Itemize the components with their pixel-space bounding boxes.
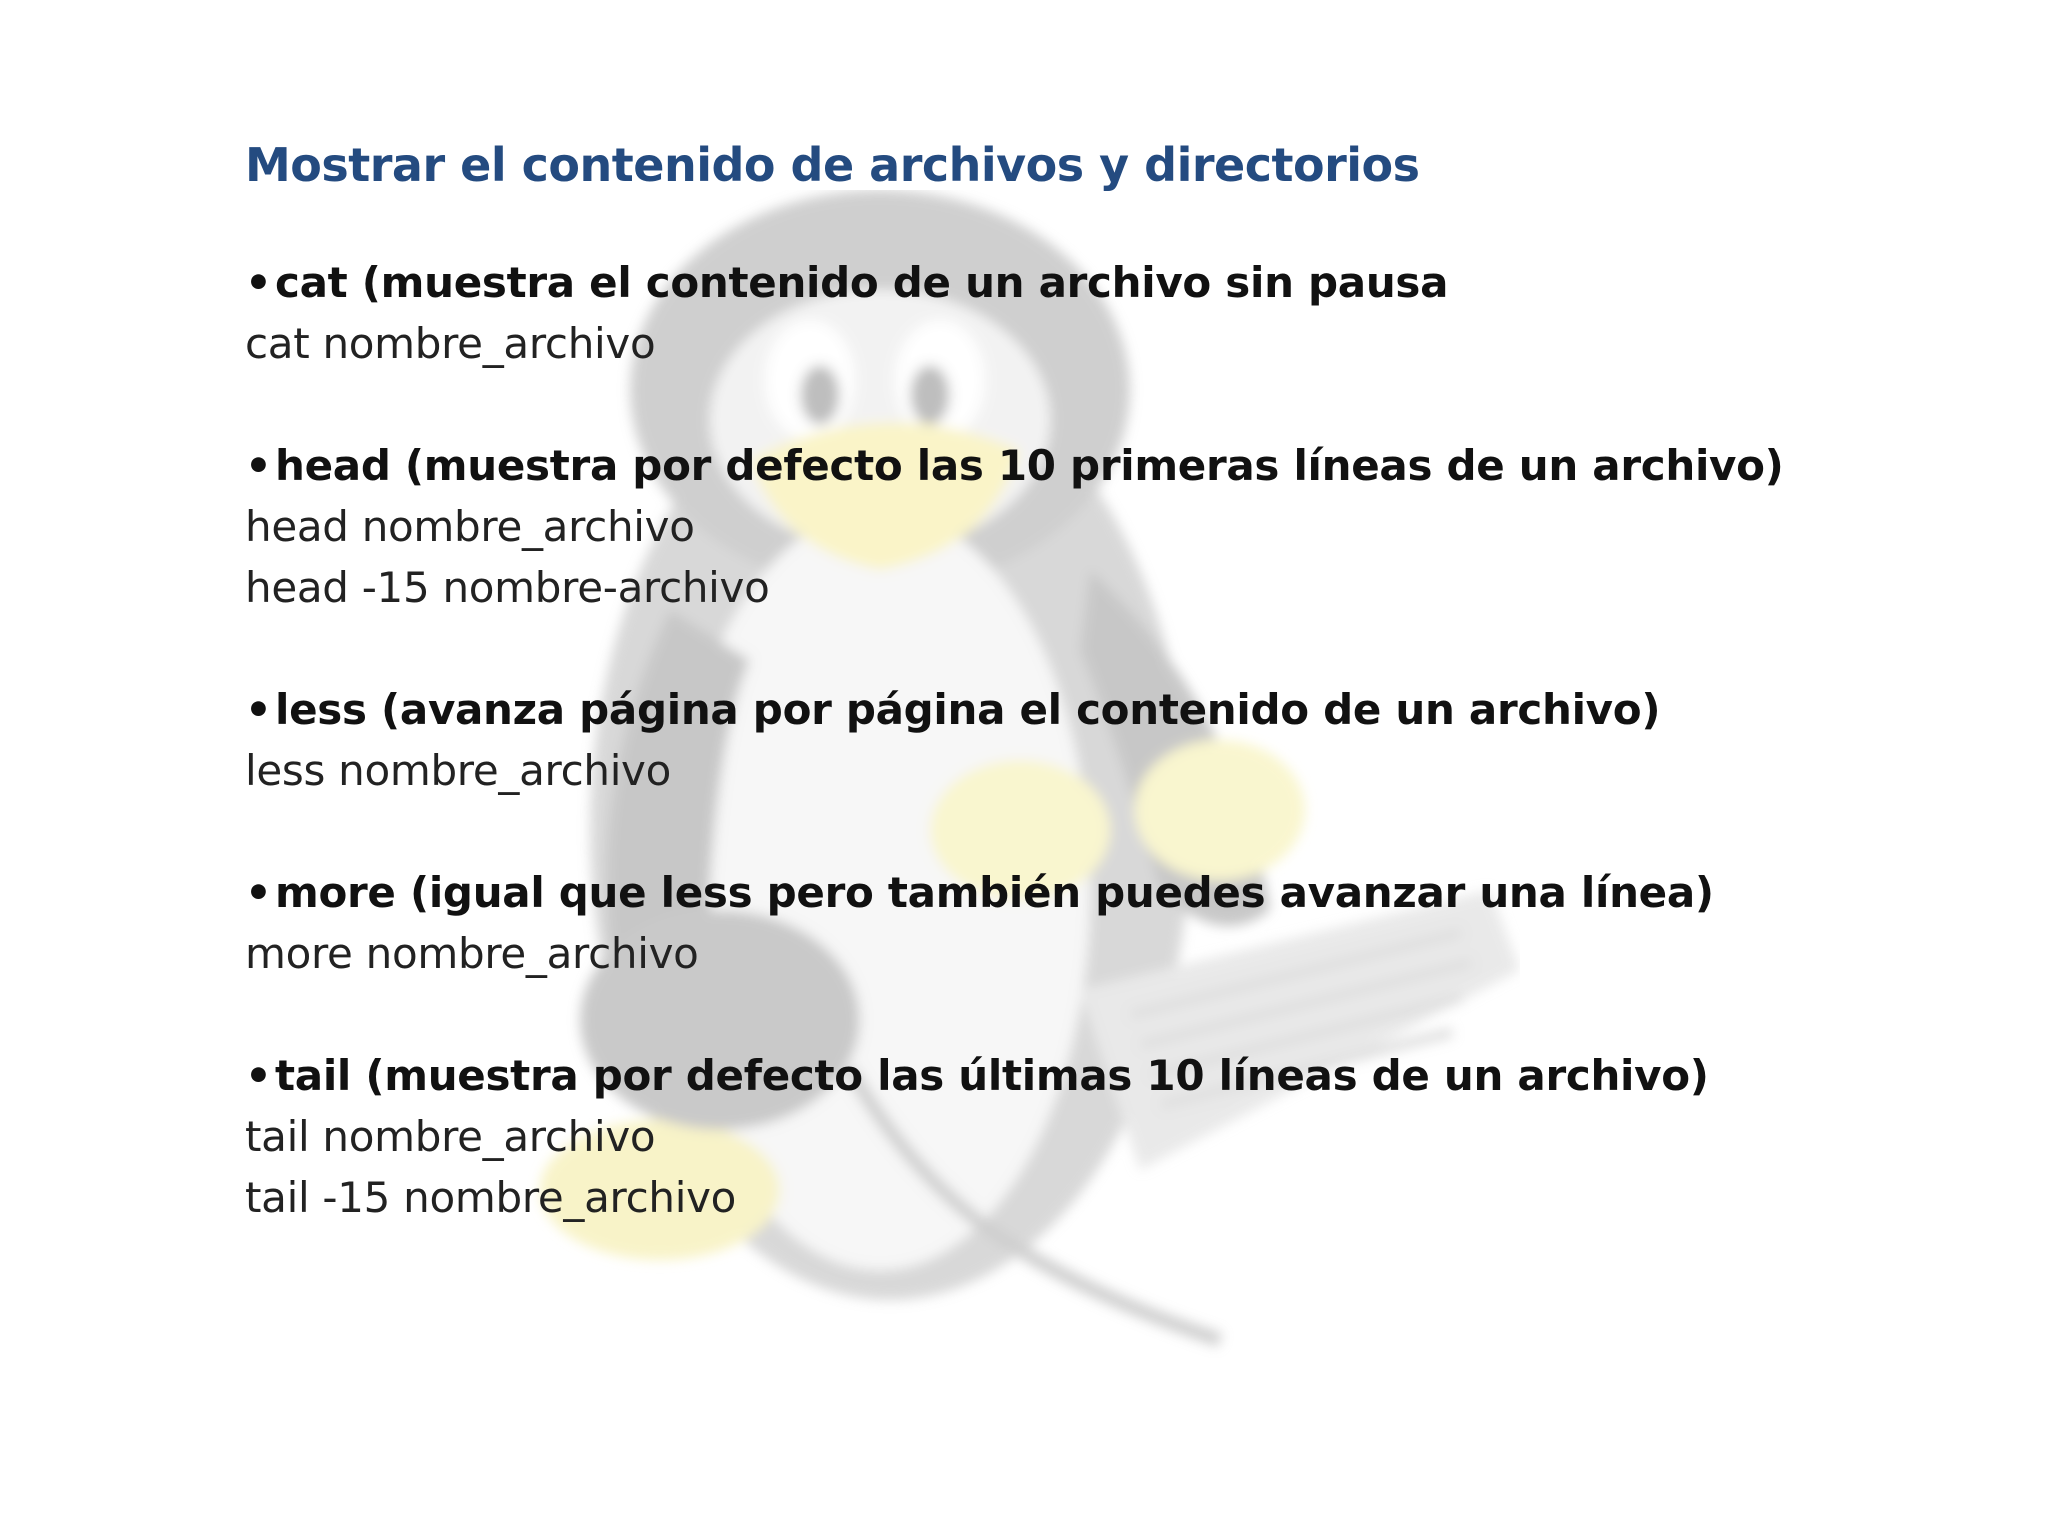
command-head: [245, 435, 1945, 618]
command-heading-text: cat (muestra el contenido de un archivo sin pausa: [275, 258, 1449, 307]
bullet-icon: •: [245, 441, 272, 490]
command-heading-text: less (avanza página por página el contenido de un archivo): [275, 685, 1661, 734]
command-example: less nombre_archivo: [245, 746, 672, 795]
command-heading-text: head (muestra por defecto las 10 primeras líneas de un archivo): [275, 441, 1784, 490]
bullet-icon: •: [245, 1051, 272, 1100]
command-example: more nombre_archivo: [245, 929, 699, 978]
bullet-icon: •: [245, 685, 272, 734]
bullet-icon: •: [245, 868, 272, 917]
command-heading: [245, 679, 1945, 740]
command-heading: [245, 862, 1945, 923]
slide-title: Mostrar el contenido de archivos y directorios: [245, 138, 1420, 192]
command-cat: [245, 252, 1945, 374]
command-heading-text: tail (muestra por defecto las últimas 10 líneas de un archivo): [275, 1051, 1709, 1100]
command-heading-text: more (igual que less pero también puedes avanzar una línea): [275, 868, 1714, 917]
command-example: tail -15 nombre_archivo: [245, 1173, 737, 1222]
command-more: [245, 862, 1945, 984]
command-heading: [245, 252, 1945, 313]
command-heading: [245, 1045, 1945, 1106]
bullet-icon: •: [245, 258, 272, 307]
slide-content: [245, 130, 1945, 1228]
command-example: cat nombre_archivo: [245, 319, 656, 368]
command-heading: [245, 435, 1945, 496]
command-tail: [245, 1045, 1945, 1228]
command-example: tail nombre_archivo: [245, 1112, 656, 1161]
command-example: head nombre_archivo: [245, 502, 695, 551]
command-example: head -15 nombre-archivo: [245, 563, 770, 612]
command-less: [245, 679, 1945, 801]
